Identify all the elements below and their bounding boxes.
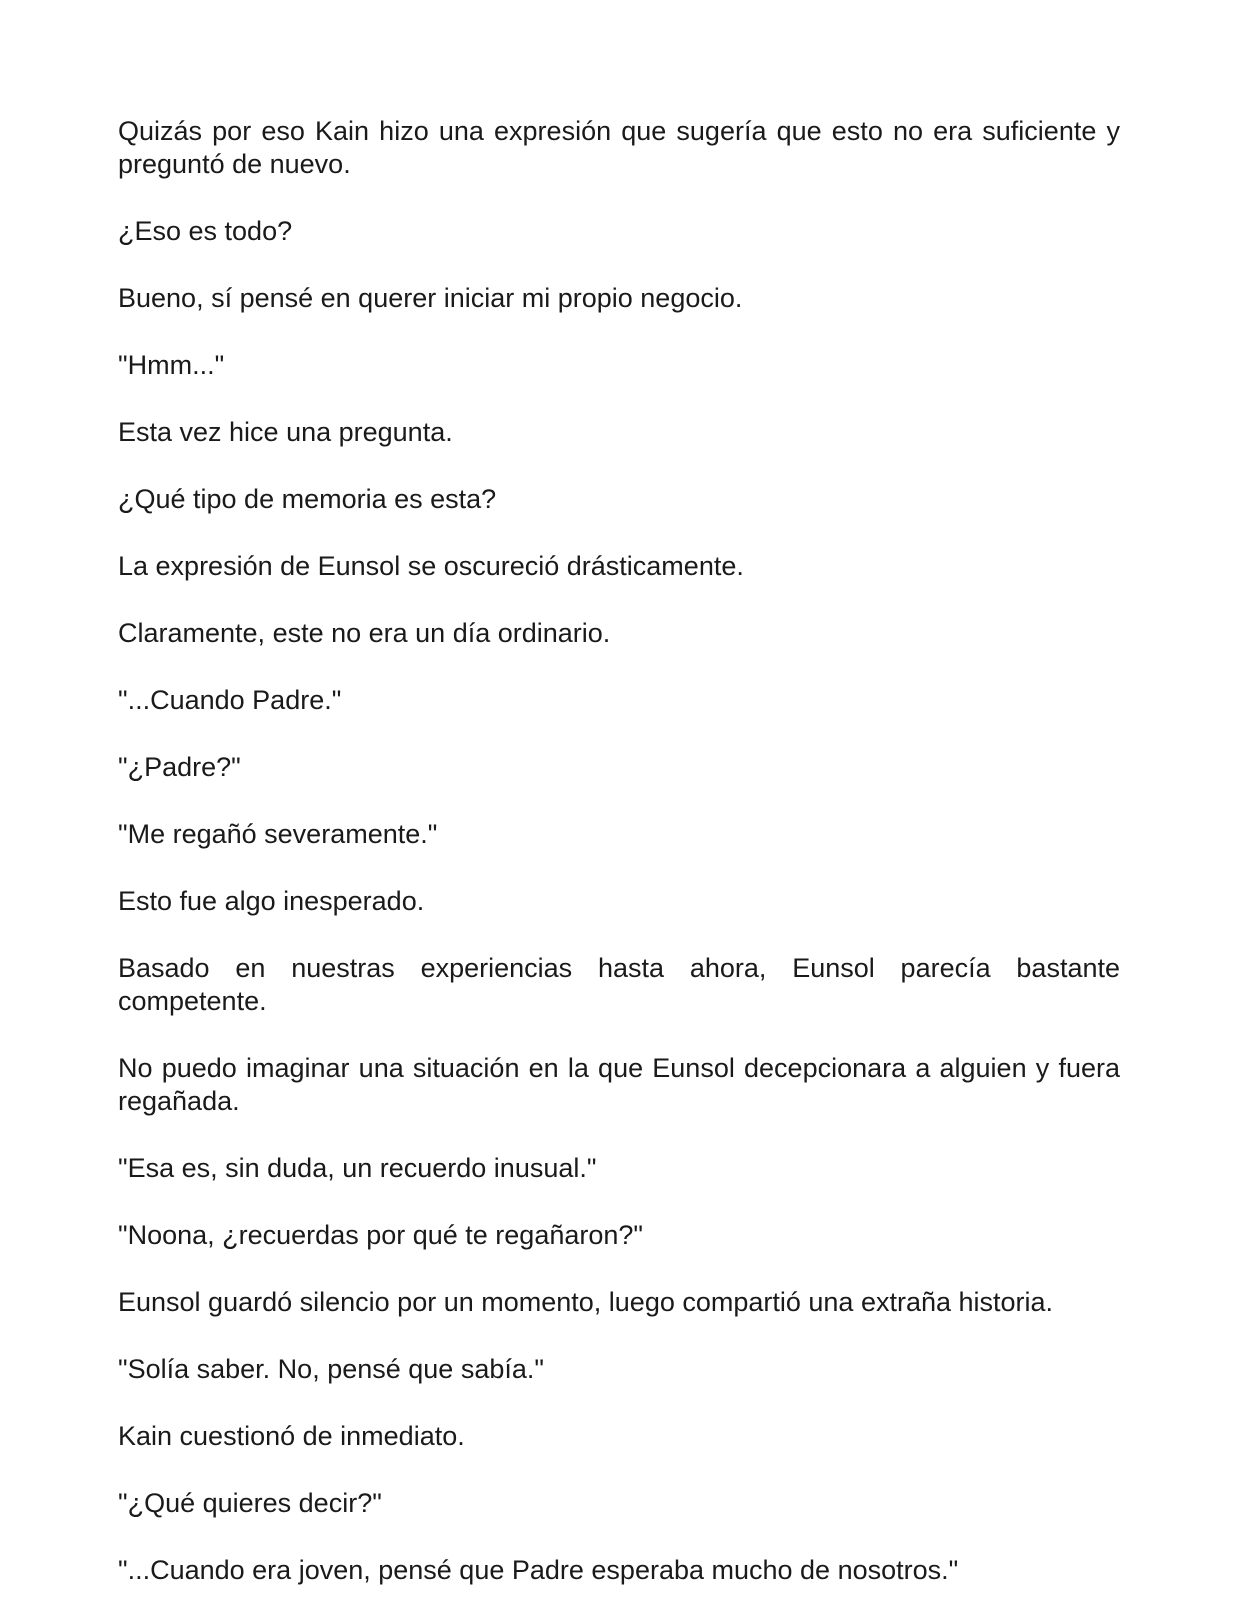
paragraph-16: "Noona, ¿recuerdas por qué te regañaron?" [118, 1220, 643, 1250]
paragraph-19: Kain cuestionó de inmediato. [118, 1421, 465, 1451]
document-body [118, 115, 1120, 1621]
paragraph-14: No puedo imaginar una situación en la que Eunsol decepcionara a alguien y fuera regañada. [118, 1053, 1120, 1116]
paragraph-20: "¿Qué quieres decir?" [118, 1488, 382, 1518]
paragraph-18: "Solía saber. No, pensé que sabía." [118, 1354, 544, 1384]
paragraph-17: Eunsol guardó silencio por un momento, luego compartió una extraña historia. [118, 1287, 1054, 1317]
paragraph-3: Bueno, sí pensé en querer iniciar mi propio negocio. [118, 283, 743, 313]
paragraph-15: "Esa es, sin duda, un recuerdo inusual." [118, 1153, 597, 1183]
paragraph-4: "Hmm..." [118, 350, 225, 380]
paragraph-6: ¿Qué tipo de memoria es esta? [118, 484, 497, 514]
paragraph-21: "...Cuando era joven, pensé que Padre esperaba mucho de nosotros." [118, 1555, 959, 1585]
paragraph-2: ¿Eso es todo? [118, 216, 293, 246]
paragraph-7: La expresión de Eunsol se oscureció drásticamente. [118, 551, 744, 581]
paragraph-12: Esto fue algo inesperado. [118, 886, 425, 916]
paragraph-11: "Me regañó severamente." [118, 819, 438, 849]
paragraph-5: Esta vez hice una pregunta. [118, 417, 453, 447]
paragraph-10: "¿Padre?" [118, 752, 241, 782]
paragraph-13: Basado en nuestras experiencias hasta ahora, Eunsol parecía bastante competente. [118, 953, 1120, 1016]
paragraph-1: Quizás por eso Kain hizo una expresión que sugería que esto no era suficiente y preguntó de nuevo. [118, 116, 1120, 179]
paragraph-8: Claramente, este no era un día ordinario. [118, 618, 611, 648]
paragraph-9: "...Cuando Padre." [118, 685, 342, 715]
